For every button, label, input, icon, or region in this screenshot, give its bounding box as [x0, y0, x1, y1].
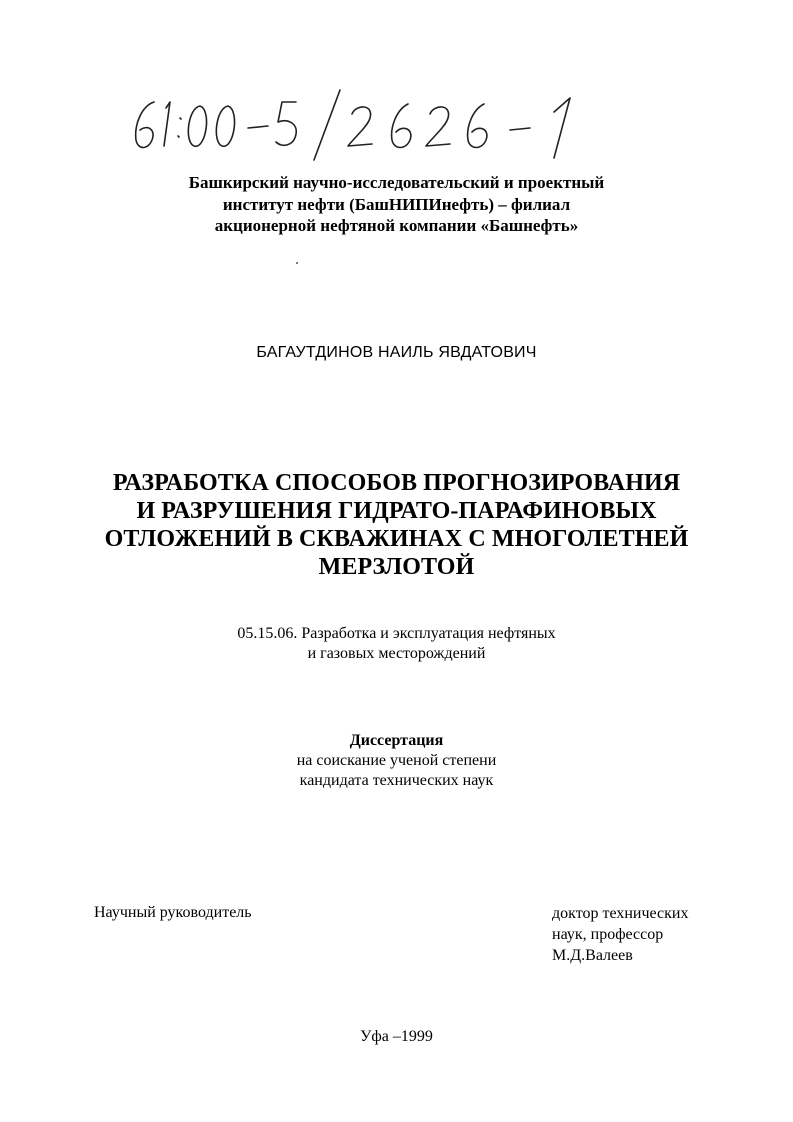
supervisor-line-1: доктор технических: [552, 905, 689, 922]
scan-speck: [296, 262, 298, 264]
supervisor-name: М.Д.Валеев: [552, 947, 633, 964]
title-line-1: РАЗРАБОТКА СПОСОБОВ ПРОГНОЗИРОВАНИЯ: [112, 470, 681, 496]
author-name: БАГАУТДИНОВ НАИЛЬ ЯВДАТОВИЧ: [256, 344, 537, 361]
thesis-line-1: на соискание ученой степени: [296, 752, 497, 769]
institution-line-2: институт нефти (БашНИПИнефть) – филиал: [222, 194, 571, 214]
specialty-block: [0, 624, 793, 664]
supervisor-block: [552, 903, 688, 966]
supervisor-line-2: наук, профессор: [552, 926, 664, 943]
city-year: Уфа –1999: [360, 1028, 433, 1045]
thesis-block: [0, 731, 793, 791]
title-line-4: МЕРЗЛОТОЙ: [318, 554, 475, 580]
title-line-2: И РАЗРУШЕНИЯ ГИДРАТО-ПАРАФИНОВЫХ: [136, 498, 657, 524]
institution-block: [0, 172, 793, 237]
specialty-line-2: и газовых месторождений: [307, 645, 486, 662]
thesis-type: Диссертация: [349, 732, 444, 749]
supervisor-label: Научный руководитель: [94, 904, 252, 921]
specialty-line-1: 05.15.06. Разработка и эксплуатация нефтяных: [237, 625, 556, 642]
handwritten-archive-number: [118, 84, 638, 174]
dissertation-title: [0, 469, 793, 581]
institution-line-1: Башкирский научно-исследовательский и проектный: [188, 173, 605, 192]
institution-line-3: акционерной нефтяной компании «Башнефть»: [214, 216, 579, 235]
thesis-line-2: кандидата технических наук: [299, 772, 494, 789]
title-line-3: ОТЛОЖЕНИЙ В СКВАЖИНАХ С МНОГОЛЕТНЕЙ: [104, 526, 689, 552]
